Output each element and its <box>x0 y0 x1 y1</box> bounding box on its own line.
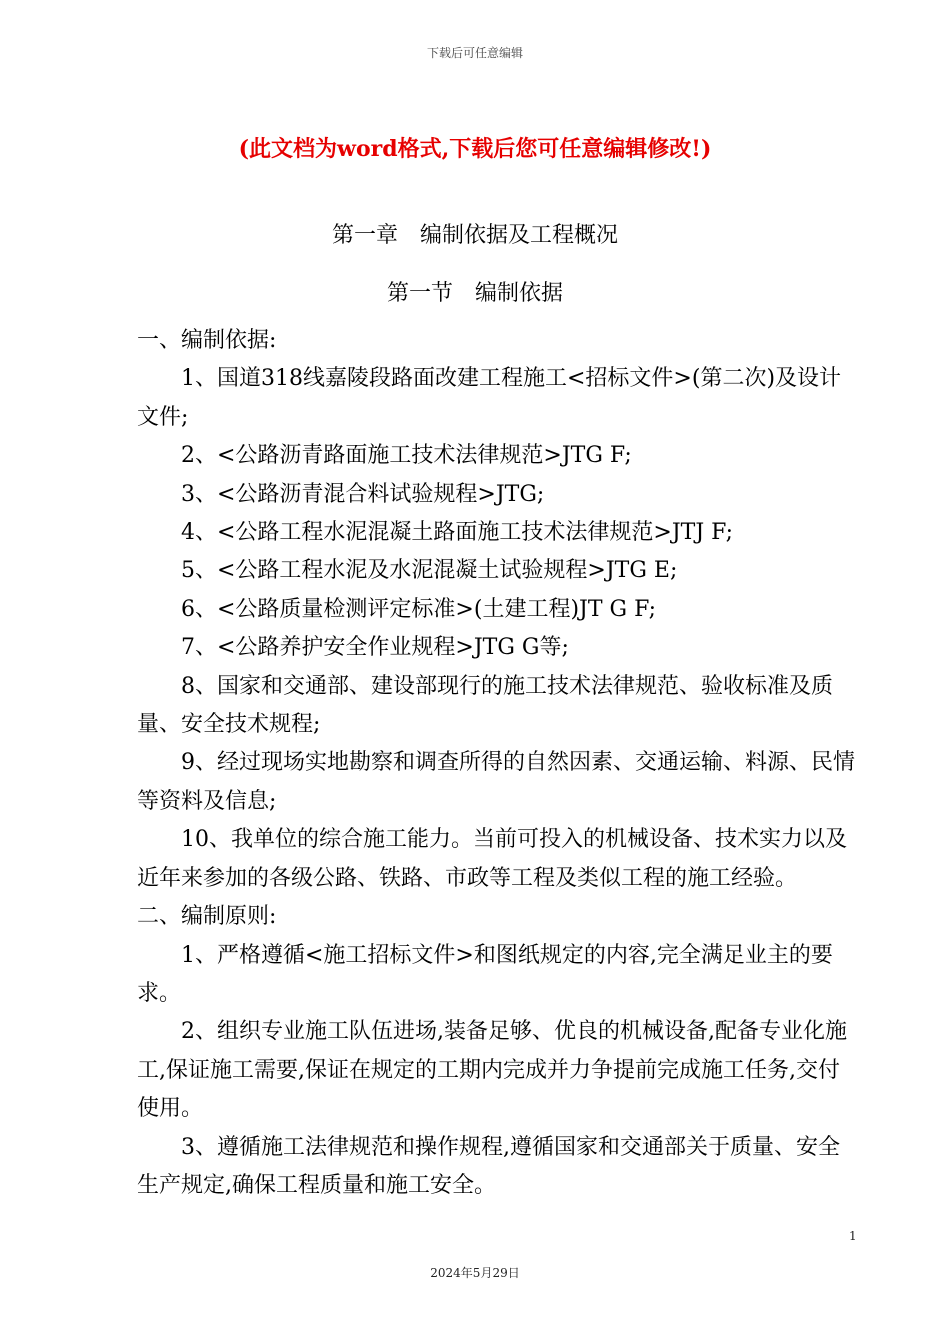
document-body <box>137 322 855 1205</box>
principle-item: 2、组织专业施工队伍进场,装备足够、优良的机械设备,配备专业化施工,保证施工需要,保证在规定的工期内完成并力争提前完成施工任务,交付使用。 <box>137 1019 847 1122</box>
chapter-title: 第一章 编制依据及工程概况 <box>331 223 618 248</box>
edit-notice: (此文档为word格式,下载后您可任意编辑修改!) <box>238 136 712 162</box>
basis-item: 10、我单位的综合施工能力。当前可投入的机械设备、技术实力以及近年来参加的各级公路、铁路、市政等工程及类似工程的施工经验。 <box>137 827 847 891</box>
principles-heading: 二、编制原则: <box>137 904 277 930</box>
basis-item: 5、<公路工程水泥及水泥混凝土试验规程>JTG E; <box>181 558 678 584</box>
basis-item: 4、<公路工程水泥混凝土路面施工技术法律规范>JTJ F; <box>181 520 734 546</box>
basis-heading: 一、编制依据: <box>137 328 277 353</box>
basis-item: 3、<公路沥青混合料试验规程>JTG; <box>181 481 545 507</box>
principle-item: 1、严格遵循<施工招标文件>和图纸规定的内容,完全满足业主的要求。 <box>137 942 833 1006</box>
page-number: 1 <box>849 1229 857 1243</box>
principle-item: 3、遵循施工法律规范和操作规程,遵循国家和交通部关于质量、安全生产规定,确保工程质量和施工安全。 <box>137 1134 840 1198</box>
basis-item: 7、<公路养护安全作业规程>JTG G等; <box>181 635 569 661</box>
basis-item: 2、<公路沥青路面施工技术法律规范>JTG F; <box>181 443 632 469</box>
basis-item: 8、国家和交通部、建设部现行的施工技术法律规范、验收标准及质量、安全技术规程; <box>137 673 833 738</box>
basis-item: 1、国道318线嘉陵段路面改建工程施工<招标文件>(第二次)及设计文件; <box>137 366 842 430</box>
section-title: 第一节 编制依据 <box>386 281 563 306</box>
basis-item: 6、<公路质量检测评定标准>(土建工程)JT G F; <box>181 596 656 622</box>
page-header: 下载后可任意编辑 <box>426 46 523 60</box>
page-footer-date: 2024年5月29日 <box>430 1266 520 1280</box>
basis-item: 9、经过现场实地勘察和调查所得的自然因素、交通运输、料源、民情等资料及信息; <box>137 750 855 814</box>
